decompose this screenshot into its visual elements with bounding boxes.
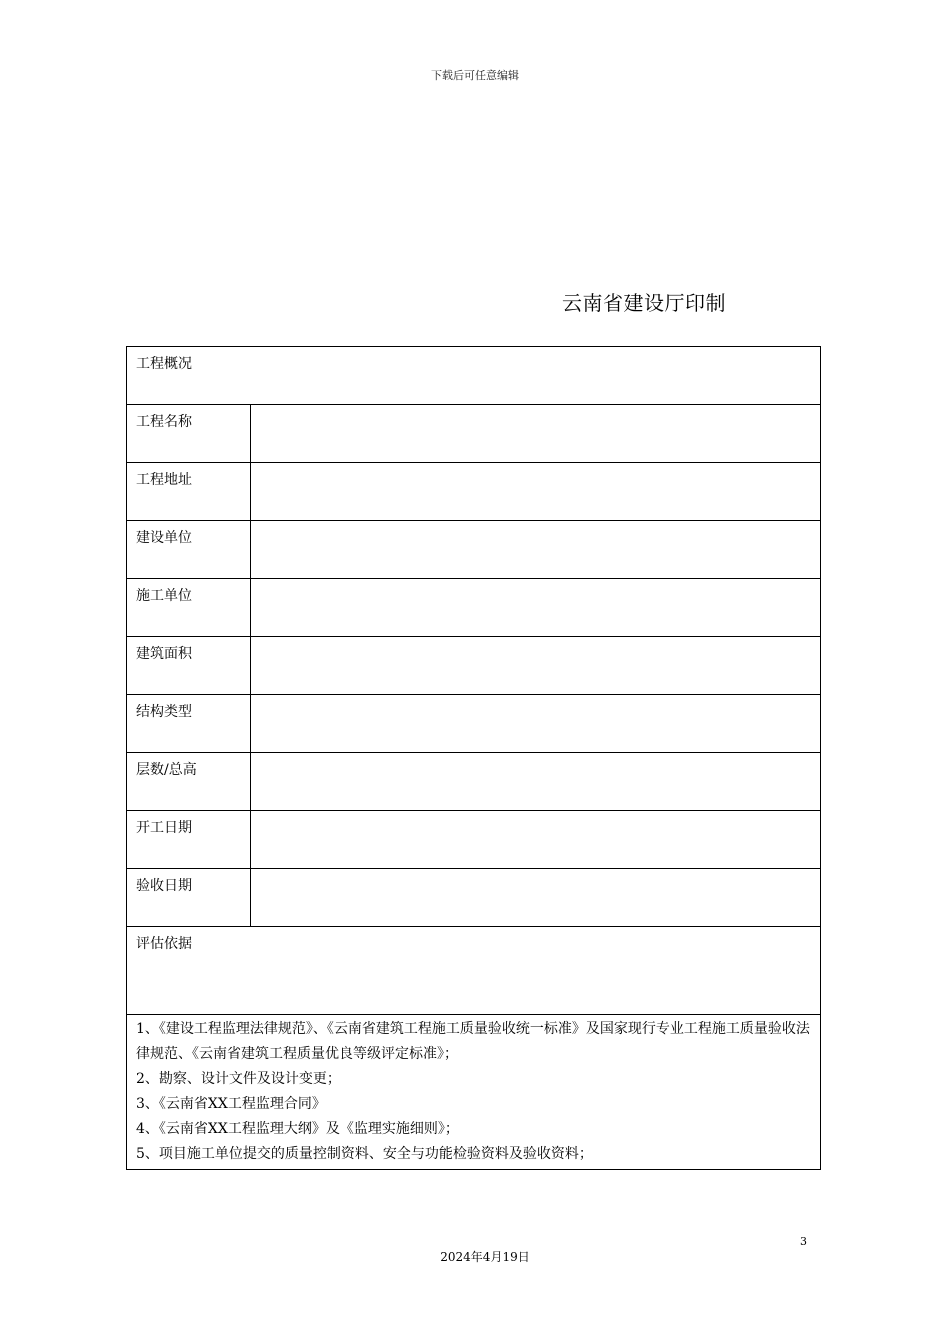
page-number: 3: [800, 1235, 807, 1248]
field-value-project-address[interactable]: [251, 463, 821, 521]
basis-item: 2、勘察、设计文件及设计变更；: [136, 1071, 341, 1087]
field-label-building-area: 建筑面积: [127, 637, 251, 695]
header-note: 下载后可任意编辑: [431, 69, 519, 82]
footer-date: 2024年4月19日: [440, 1250, 530, 1264]
field-value-start-date[interactable]: [251, 811, 821, 869]
field-label-construction-owner: 建设单位: [127, 521, 251, 579]
field-label-project-address: 工程地址: [127, 463, 251, 521]
field-value-project-name[interactable]: [251, 405, 821, 463]
issuer-title: 云南省建设厅印制: [562, 291, 726, 315]
basis-item: 3、《云南省XX工程监理合同》: [136, 1096, 326, 1112]
field-label-structure-type: 结构类型: [127, 695, 251, 753]
field-value-structure-type[interactable]: [251, 695, 821, 753]
field-value-floors-height[interactable]: [251, 753, 821, 811]
section-basis-heading: 评估依据: [127, 927, 821, 1015]
field-label-start-date: 开工日期: [127, 811, 251, 869]
field-value-building-area[interactable]: [251, 637, 821, 695]
basis-item: 1、《建设工程监理法律规范》、《云南省建筑工程施工质量验收统一标准》及国家现行专业工程施工质量验收法律规范、《云南省建筑工程质量优良等级评定标准》；: [136, 1021, 810, 1062]
project-overview-form: [126, 346, 821, 1170]
field-value-acceptance-date[interactable]: [251, 869, 821, 927]
field-label-contractor: 施工单位: [127, 579, 251, 637]
basis-item: 5、项目施工单位提交的质量控制资料、安全与功能检验资料及验收资料；: [136, 1146, 593, 1162]
field-label-floors-height: 层数/总高: [127, 753, 251, 811]
basis-item: 4、《云南省XX工程监理大纲》及《监理实施细则》；: [136, 1121, 459, 1137]
basis-list: [127, 1015, 821, 1170]
field-label-acceptance-date: 验收日期: [127, 869, 251, 927]
field-label-project-name: 工程名称: [127, 405, 251, 463]
section-overview-heading: 工程概况: [127, 347, 821, 405]
field-value-contractor[interactable]: [251, 579, 821, 637]
field-value-construction-owner[interactable]: [251, 521, 821, 579]
